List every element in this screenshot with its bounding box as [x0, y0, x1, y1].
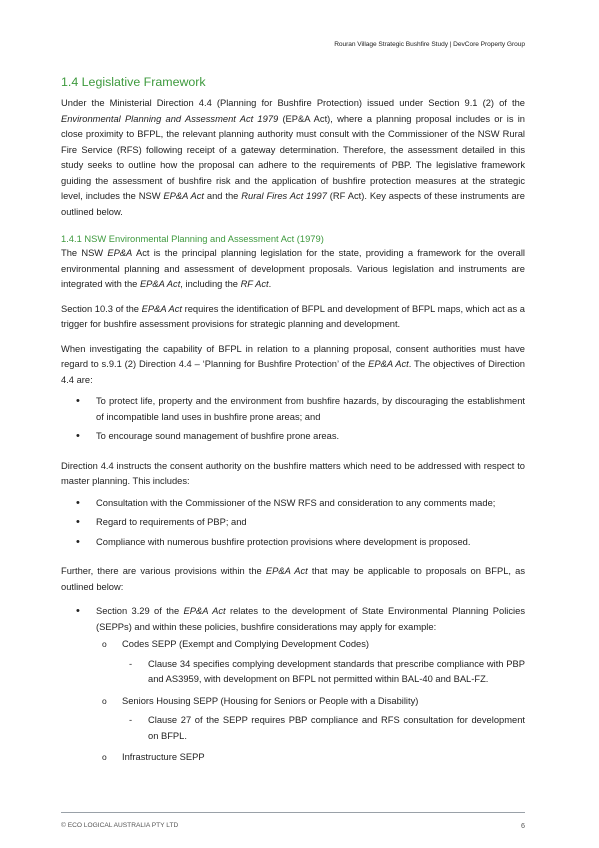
- subsection-heading: 1.4.1 NSW Environmental Planning and Assessment Act (1979): [61, 234, 324, 244]
- provisions-list: [61, 604, 525, 766]
- list-item: - Clause 34 specifies complying development standards that prescribe compliance with PBP and AS3959, with development on BFPL not permitted within BAL-40 and BAL-FZ.: [122, 657, 525, 688]
- list-item: • To protect life, property and the environment from bushfire hazards, by discouraging the establishment of incompatible land uses in bushfire prone areas; and: [61, 394, 525, 425]
- paragraph-principal-legislation: The NSW EP&A Act is the principal planning legislation for the state, providing a framework for the overall environmental planning and assessment of development proposals. Various legislation and instruments are integrated with the EP&A Act, including the RF Act.: [61, 248, 526, 289]
- paragraph-provisions: Further, there are various provisions within the EP&A Act that may be applicable to proposals on BFPL, as outlined below:: [61, 566, 526, 592]
- list-item: o Infrastructure SEPP: [96, 750, 525, 766]
- paragraph-master-planning: Direction 4.4 instructs the consent authority on the bushfire matters which need to be addressed with respect to master planning. This includes:: [61, 460, 525, 486]
- paragraph-direction-4-4: When investigating the capability of BFPL in relation to a planning proposal, consent authorities must have regard to s.9.1 (2) Direction 4.4 – ‘Planning for Bushfire Protection’ of the EP&A Act. The objectives of Direction 4.4 are:: [61, 343, 525, 385]
- footer-copyright: © ECO LOGICAL AUSTRALIA PTY LTD: [61, 822, 179, 829]
- list-item: • Section 3.29 of the EP&A Act relates to the development of State Environmental Planning Policies (SEPPs) and within these policies, bushfire considerations may apply for example: o Codes SEPP (Exempt and Complying Development Codes) - Clause 34 specifies complying development standards that prescribe compliance with PBP and AS3959, with development on BFPL not permitted within BAL-40 and BAL-FZ. o Seniors Housing SEPP (Housing for Seniors or People with a Disability) - Clause 27 of the SEPP requires PBP compliance and RFS consultation for development on BFPL. o Infrastructure SEPP: [61, 604, 525, 766]
- sepp-detail-list: [122, 657, 525, 688]
- page-number: 6: [521, 821, 525, 830]
- document-body: [61, 74, 525, 780]
- list-item: o Seniors Housing SEPP (Housing for Seniors or People with a Disability) - Clause 27 of the SEPP requires PBP compliance and RFS consultation for development on BFPL.: [96, 694, 525, 745]
- objectives-list: [61, 394, 525, 445]
- paragraph-section-10-3: Section 10.3 of the EP&A Act requires the identification of BFPL and development of BFPL maps, which act as a trigger for bushfire assessment provisions for strategic planning and development.: [61, 303, 525, 329]
- intro-paragraph: Under the Ministerial Direction 4.4 (Planning for Bushfire Protection) issued under Section 9.1 (2) of the Environmental Planning and Assessment Act 1979 (EP&A Act), where a planning proposal includes or is in close proximity to BFPL, the relevant planning authority must consult with the Commissioner of the NSW Rural Fire Service (RFS) following receipt of a gateway determination. Therefore, the assessment detailed in this study seeks to outline how the proposal can adhere to the requirements of PBP. The legislative framework guiding the assessment of bushfire risk and the application of bushfire protection measures at the strategic level, includes the NSW EP&A Act and the Rural Fires Act 1997 (RF Act). Key aspects of these instruments are outlined below.: [61, 98, 525, 217]
- footer-divider: [61, 812, 525, 813]
- sepp-detail-list: [122, 713, 525, 744]
- sepp-list: [96, 637, 525, 766]
- list-item: • Regard to requirements of PBP; and: [61, 515, 525, 531]
- list-item: • Compliance with numerous bushfire protection provisions where development is proposed.: [61, 535, 525, 551]
- includes-list: [61, 496, 525, 551]
- list-item: • Consultation with the Commissioner of the NSW RFS and consideration to any comments made;: [61, 496, 525, 512]
- list-item: - Clause 27 of the SEPP requires PBP compliance and RFS consultation for development on BFPL.: [122, 713, 525, 744]
- list-item: • To encourage sound management of bushfire prone areas.: [61, 429, 525, 445]
- running-header: Rouran Village Strategic Bushfire Study | DevCore Property Group: [334, 41, 525, 48]
- section-heading: 1.4 Legislative Framework: [61, 75, 206, 89]
- list-item: o Codes SEPP (Exempt and Complying Development Codes) - Clause 34 specifies complying development standards that prescribe compliance with PBP and AS3959, with development on BFPL not permitted within BAL-40 and BAL-FZ.: [96, 637, 525, 688]
